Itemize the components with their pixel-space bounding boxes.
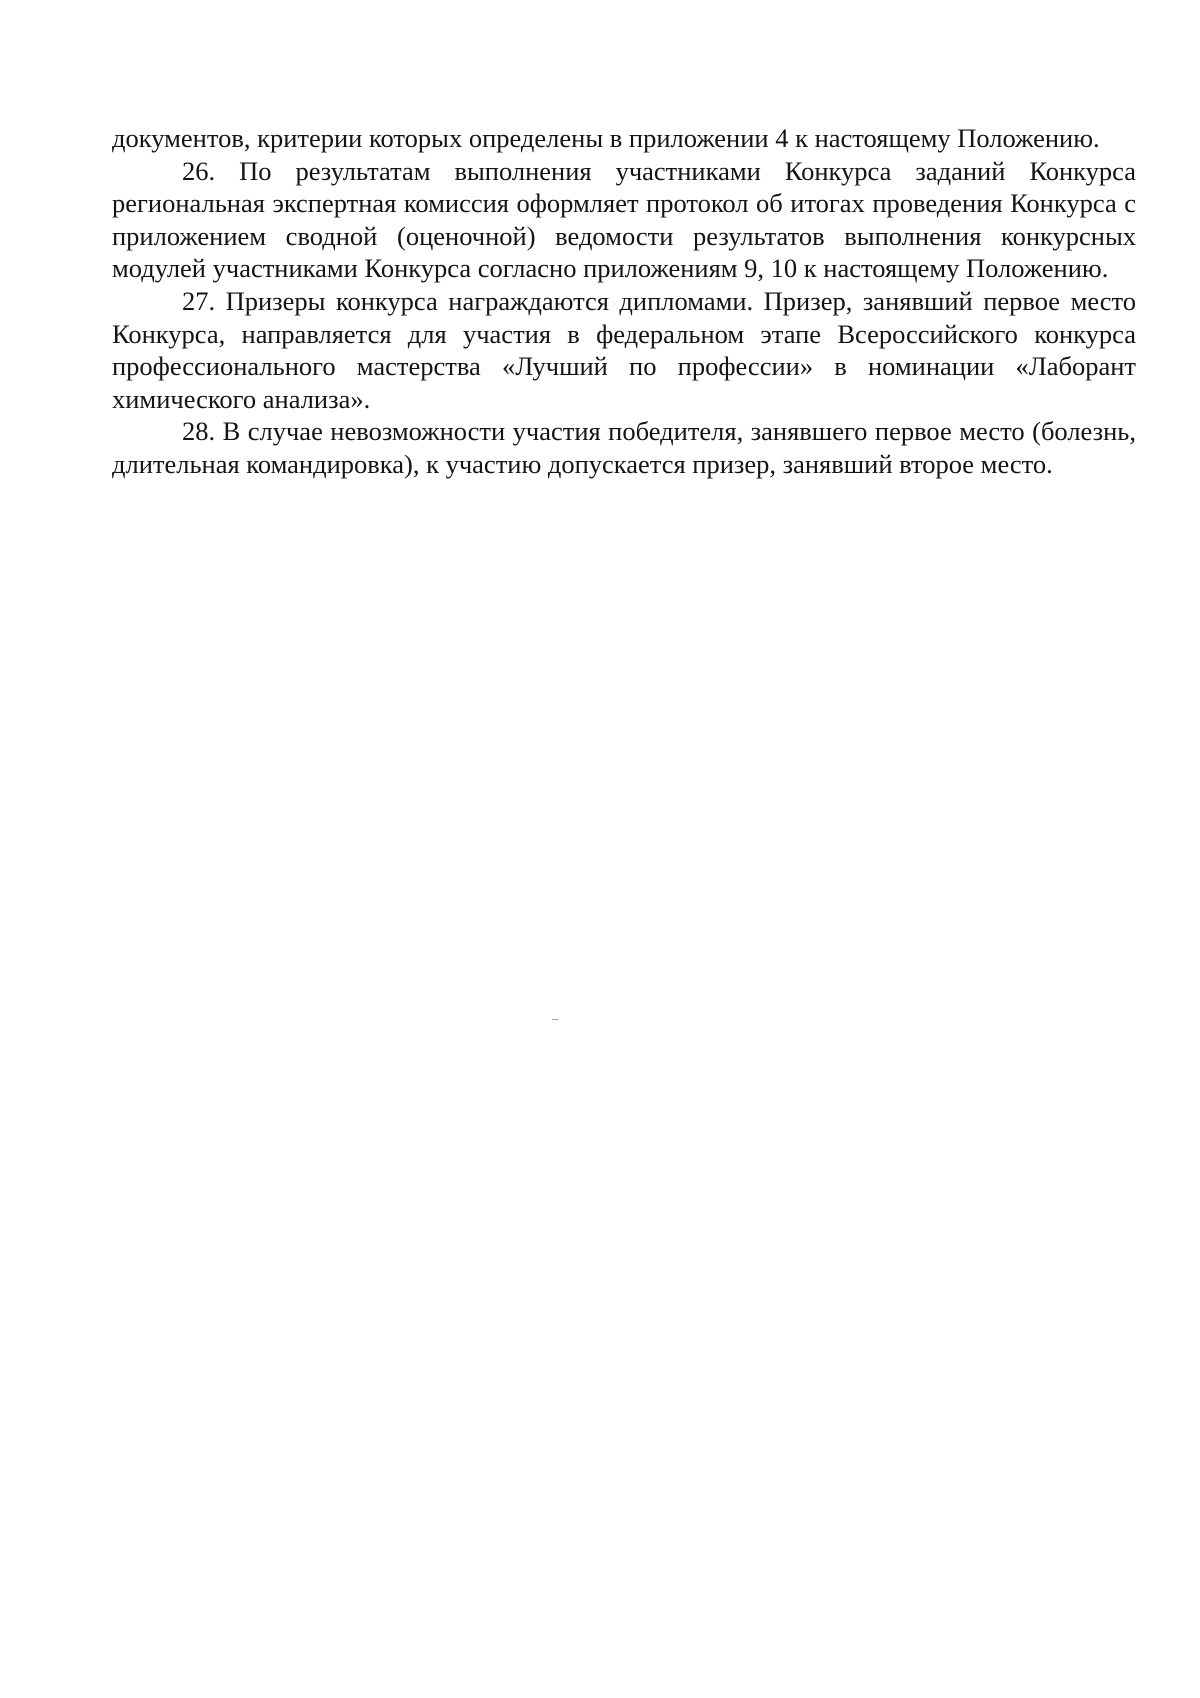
scan-speck <box>552 1019 558 1020</box>
paragraph-continuation: документов, критерии которых определены в приложении 4 к настоящему Положению. <box>112 123 1100 153</box>
paragraph-26: 26. По результатам выполнения участниками Конкурса заданий Конкурса региональная экспертная комиссия оформляет протокол об итогах проведения Конкурса с приложением сводной (оценочной) ведомости результатов выполнения конкурсных модулей участниками Конкурса согласно приложениям 9, 10 к настоящему Положению. <box>112 155 1136 284</box>
document-body <box>112 122 1136 481</box>
paragraph-27: 27. Призеры конкурса награждаются дипломами. Призер, занявший первое место Конкурса, направляется для участия в федеральном этапе Всероссийского конкурса профессионального мастерства «Лучший по профессии» в номинации «Лаборант химического анализа». <box>112 285 1136 414</box>
paragraph-28: 28. В случае невозможности участия победителя, занявшего первое место (болезнь, длительная командировка), к участию допускается призер, занявший второе место. <box>112 416 1136 479</box>
